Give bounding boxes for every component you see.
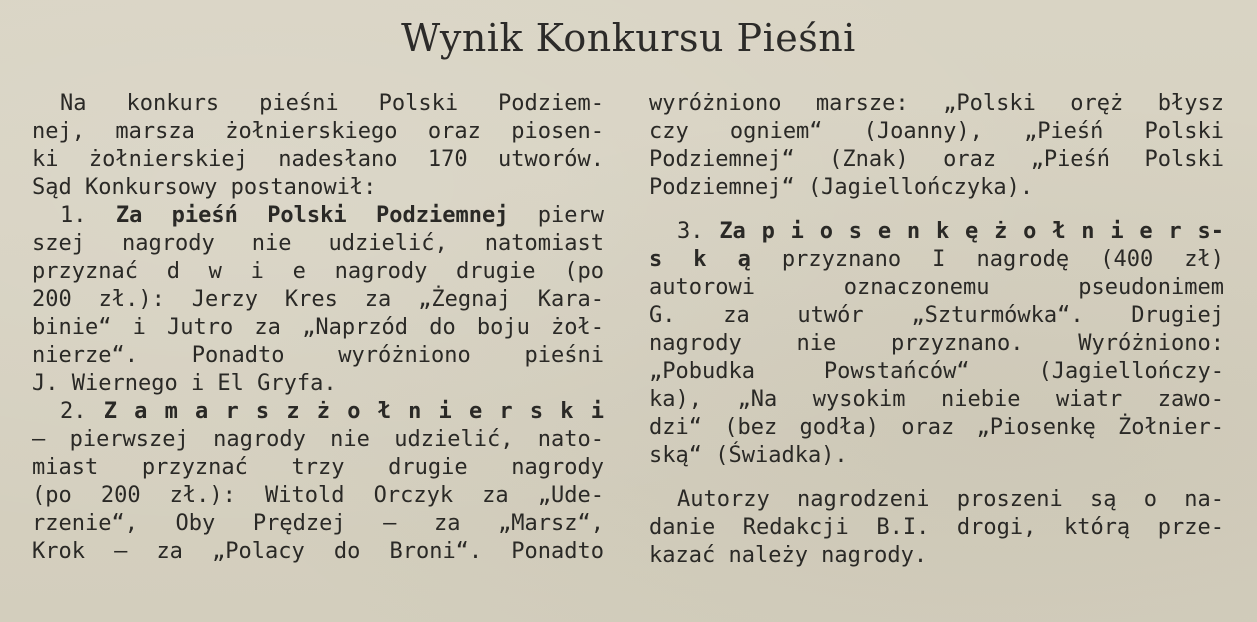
text-line: Krok — za „Polacy do Broni“. Ponadto xyxy=(32,539,604,564)
paragraph-gap xyxy=(649,202,1224,218)
text-line: binie“ i Jutro za „Naprzód do boju żoł- xyxy=(32,315,604,340)
text-line: nagrody nie przyznano. Wyróżniono: xyxy=(649,331,1224,356)
text-line: „Pobudka Powstańców“ (Jagiellończy- xyxy=(649,359,1224,384)
text-line: (po 200 zł.): Witold Orczyk za „Ude- xyxy=(32,483,604,508)
text-line: szej nagrody nie udzielić, natomiast xyxy=(32,231,604,256)
text-line xyxy=(649,218,1224,246)
text-line xyxy=(32,202,604,230)
bold-heading-text: Za pieśń Polski Podziemnej xyxy=(115,203,509,228)
text-span: przyznano I nagrodę (400 zł) xyxy=(750,247,1224,272)
text-line: czy ogniem“ (Joanny), „Pieśń Polski xyxy=(649,119,1224,144)
text-line: ską“ (Świadka). xyxy=(649,443,848,468)
text-span: pierw xyxy=(508,203,604,228)
text-line: rzenie“, Oby Prędzej — za „Marsz“, xyxy=(32,511,604,536)
text-line xyxy=(32,398,604,426)
text-line: danie Redakcji B.I. drogi, którą prze- xyxy=(649,515,1224,540)
text-line: dzi“ (bez godła) oraz „Piosenkę Żołnier- xyxy=(649,415,1224,440)
text-line: autorowi oznaczonemu pseudonimem xyxy=(649,275,1224,300)
text-line: G. za utwór „Szturmówka“. Drugiej xyxy=(649,303,1224,328)
text-line: 200 zł.): Jerzy Kres za „Żegnaj Kara- xyxy=(32,287,604,312)
bold-heading-text: Za p i o s e n k ę ż o ł n i e r s- xyxy=(719,219,1224,244)
text-line: ki żołnierskiej nadesłano 170 utworów. xyxy=(32,147,604,172)
text-line: J. Wiernego i El Gryfa. xyxy=(32,371,337,396)
text-line: wyróżniono marsze: „Polski oręż błysz xyxy=(649,91,1224,116)
text-line: Podziemnej“ (Znak) oraz „Pieśń Polski xyxy=(649,147,1224,172)
text-line xyxy=(649,246,1224,274)
text-line: — pierwszej nagrody nie udzielić, nato- xyxy=(32,427,604,452)
text-line: Autorzy nagrodzeni proszeni są o na- xyxy=(677,487,1224,512)
text-line: kazać należy nagrody. xyxy=(649,543,928,568)
text-span: 2. xyxy=(60,399,104,424)
bold-heading-text: Z a m a r s z ż o ł n i e r s k i xyxy=(103,399,604,424)
paragraph-gap xyxy=(649,470,1224,486)
left-column xyxy=(32,90,604,566)
text-line: ka), „Na wysokim niebie wiatr zawo- xyxy=(649,387,1224,412)
bold-heading-text: s k ą xyxy=(649,247,751,272)
right-column xyxy=(649,90,1224,570)
article-title: Wynik Konkursu Pieśni xyxy=(401,16,856,60)
text-line: Podziemnej“ (Jagiellończyka). xyxy=(649,175,1034,200)
text-line: miast przyznać trzy drugie nagrody xyxy=(32,455,604,480)
text-line: Na konkurs pieśni Polski Podziem- xyxy=(60,91,604,116)
text-span: 3. xyxy=(677,219,720,244)
text-line: Sąd Konkursowy postanowił: xyxy=(32,175,377,200)
text-line: przyznać d w i e nagrody drugie (po xyxy=(32,259,604,284)
text-line: nierze“. Ponadto wyróżniono pieśni xyxy=(32,343,604,368)
text-line: nej, marsza żołnierskiego oraz piosen- xyxy=(32,119,604,144)
text-span: 1. xyxy=(60,203,116,228)
